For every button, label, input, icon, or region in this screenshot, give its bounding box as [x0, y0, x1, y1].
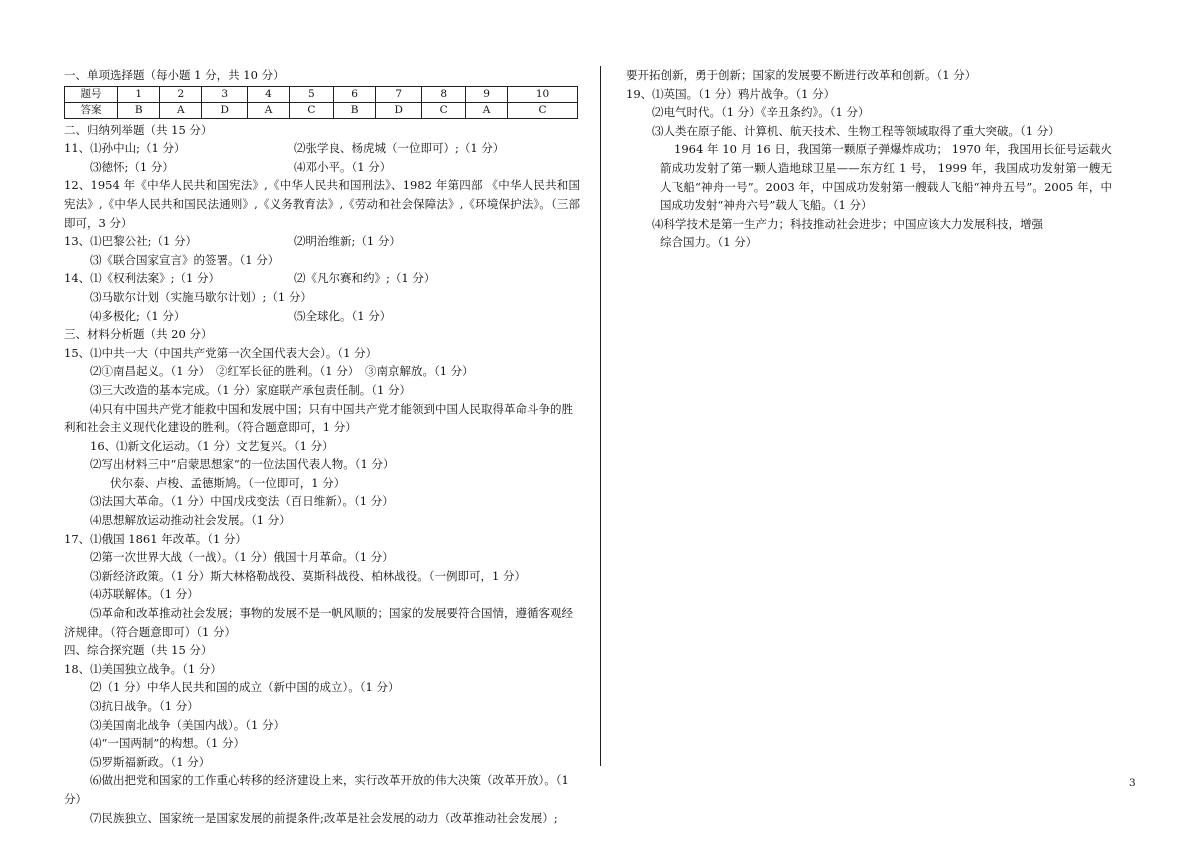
- q17-c: ⑶新经济政策。（1 分）斯大林格勒战役、莫斯科战役、柏林战役。（一例即可，1 分）: [90, 568, 526, 583]
- q19-d2: 综合国力。（1 分）: [660, 235, 758, 250]
- q17-b: ⑵第一次世界大战（一战）。（1 分）俄国十月革命。（1 分）: [90, 550, 394, 565]
- q18-e: ⑷“一国两制”的构想。（1 分）: [90, 736, 245, 751]
- table-header-cell: 答案: [65, 102, 118, 118]
- q15-a: 15、⑴中共一大（中国共产党第一次全国代表大会）。（1 分）: [64, 345, 378, 360]
- section-3-title: 三、材料分析题（共 20 分）: [64, 327, 213, 342]
- page-number: 3: [1129, 777, 1136, 789]
- q14-a: 14、⑴《权利法案》;（1 分）: [64, 271, 220, 286]
- q17-a: 17、⑴俄国 1861 年改革。（1 分）: [64, 531, 247, 546]
- question-number-cell: 10: [508, 86, 578, 102]
- q19-d: ⑷科学技术是第一生产力；科技推动社会进步；中国应该大力发展科技，增强: [652, 216, 1043, 231]
- question-number-cell: 2: [160, 86, 202, 102]
- answer-cell: A: [466, 102, 508, 118]
- question-number-cell: 3: [202, 86, 248, 102]
- q18-b: ⑵（1 分）中华人民共和国的成立（新中国的成立）。（1 分）: [90, 680, 400, 695]
- q19-b: ⑵电气时代。（1 分）《辛丑条约》。（1 分）: [652, 105, 870, 120]
- answer-cell: A: [160, 102, 202, 118]
- answer-cell: C: [289, 102, 333, 118]
- q18-continued: 要开拓创新，勇于创新；国家的发展要不断进行改革和创新。（1 分）: [626, 68, 977, 82]
- q16-d: ⑷思想解放运动推动社会发展。（1 分）: [90, 513, 291, 528]
- question-number-cell: 4: [248, 86, 290, 102]
- q16-b: ⑵写出材料三中“启蒙思想家”的一位法国代表人物。（1 分）: [90, 457, 395, 472]
- q13-line-1: [64, 232, 580, 251]
- left-column: [64, 66, 580, 827]
- q19-c: ⑶人类在原子能、计算机、航天技术、生物工程等领域取得了重大突破。（1 分）: [652, 123, 1060, 138]
- question-number-cell: 6: [333, 86, 375, 102]
- q11-d: ⑷邓小平。（1 分）: [294, 159, 392, 174]
- answer-cell: A: [248, 102, 290, 118]
- q13-b: ⑵明治维新;（1 分）: [294, 234, 401, 249]
- answer-cell: D: [376, 102, 422, 118]
- q16-b2: 伏尔泰、卢梭、孟德斯鸠。（一位即可，1 分）: [110, 475, 346, 490]
- column-divider: [600, 66, 601, 766]
- q18-h: ⑺民族独立、国家统一是国家发展的前提条件;改革是社会发展的动力（改革推动社会发展）;: [90, 810, 558, 825]
- section-4-title: 四、综合探究题（共 15 分）: [64, 643, 213, 658]
- q14-d: ⑷多极化;（1 分）: [90, 308, 186, 323]
- q18-a: 18、⑴美国独立战争。（1 分）: [64, 661, 222, 676]
- q15-d: ⑷只有中国共产党才能救中国和发展中国；只有中国共产党才能领到中国人民取得革命斗争的胜利和社会主义现代化建设的胜利。（符合题意即可，1 分）: [64, 401, 573, 435]
- q18-d: ⑶美国南北战争（美国内战）。（1 分）: [90, 717, 285, 732]
- q11-a: 11、⑴孙中山;（1 分）: [64, 141, 186, 156]
- question-number-cell: 1: [118, 86, 160, 102]
- question-number-cell: 7: [376, 86, 422, 102]
- q18-f: ⑸罗斯福新政。（1 分）: [90, 754, 211, 769]
- q11-b: ⑵张学良、杨虎城（一位即可）;（1 分）: [294, 141, 505, 156]
- q12: 12、1954 年《中华人民共和国宪法》,《中华人民共和国刑法》、1982 年第四部 《中华人民共和国宪法》,《中华人民共和国民法通则》,《义务教育法》,《劳动和社会保障法》,《环境保护法》。（三部即可，3 分）: [64, 178, 580, 230]
- q17-e: ⑸革命和改革推动社会发展；事物的发展不是一帆风顺的；国家的发展要符合国情，遵循客观经济规律。（符合题意即可）（1 分）: [64, 606, 573, 639]
- question-number-cell: 5: [289, 86, 333, 102]
- q15-b: ⑵①南昌起义。（1 分） ②红军长征的胜利。（1 分） ③南京解放。（1 分）: [90, 364, 474, 379]
- question-number-cell: 9: [466, 86, 508, 102]
- q16-c: ⑶法国大革命。（1 分）中国戊戌变法（百日维新）。（1 分）: [90, 494, 394, 509]
- q16-a: 16、⑴新文化运动。（1 分）文艺复兴。（1 分）: [90, 438, 334, 453]
- q18-c: ⑶抗日战争。（1 分）: [90, 699, 199, 713]
- section-1-title: 一、单项选择题（每小题 1 分，共 10 分）: [64, 68, 285, 82]
- answer-cell: B: [118, 102, 160, 118]
- answer-cell: B: [333, 102, 375, 118]
- q11-line-2: [64, 158, 580, 177]
- answer-cell: C: [422, 102, 466, 118]
- table-header-cell: 题号: [65, 86, 118, 102]
- q14-e: ⑸全球化。（1 分）: [294, 308, 392, 323]
- q13-a: 13、⑴巴黎公社;（1 分）: [64, 234, 197, 249]
- q19-c2: 1964 年 10 月 16 日，我国第一颗原子弹爆炸成功； 1970 年，我国用长征号运载火箭成功发射了第一颗人造地球卫星——东方红 1 号， 1999 年，我国成功发射第一艘无人飞船“神舟一号”。2003 年，中国成功发射第一艘载人飞船“神舟五号”。2005 年，中国成功发射“神舟六号”载人飞船。（1 分）: [660, 142, 1112, 213]
- q18-g: ⑹做出把党和国家的工作重心转移的经济建设上来，实行改革开放的伟大决策（改革开放）。（1 分）: [64, 773, 569, 806]
- q17-d: ⑷苏联解体。（1 分）: [90, 587, 199, 602]
- question-number-cell: 8: [422, 86, 466, 102]
- q11-line-1: [64, 139, 580, 158]
- q14-line-3: [64, 307, 580, 326]
- table-row: [65, 102, 578, 118]
- q11-c: ⑶徳怀;（1 分）: [90, 159, 174, 174]
- right-column: [626, 66, 1112, 252]
- q14-b: ⑵《凡尔赛和约》;（1 分）: [294, 271, 436, 286]
- q19-a: 19、⑴英国。（1 分）鸦片战争。（1 分）: [626, 86, 836, 101]
- answer-cell: C: [508, 102, 578, 118]
- q15-c: ⑶三大改造的基本完成。（1 分）家庭联产承包责任制。（1 分）: [90, 382, 411, 397]
- section-2-title: 二、归纳列举题（共 15 分）: [64, 122, 213, 137]
- answer-cell: D: [202, 102, 248, 118]
- q14-line-1: [64, 269, 580, 288]
- q13-c: ⑶《联合国家宣言》的签署。（1 分）: [90, 252, 280, 267]
- answer-table: [64, 86, 578, 119]
- table-row: [65, 86, 578, 102]
- q14-c: ⑶马歇尔计划（实施马歇尔计划）;（1 分）: [90, 289, 312, 304]
